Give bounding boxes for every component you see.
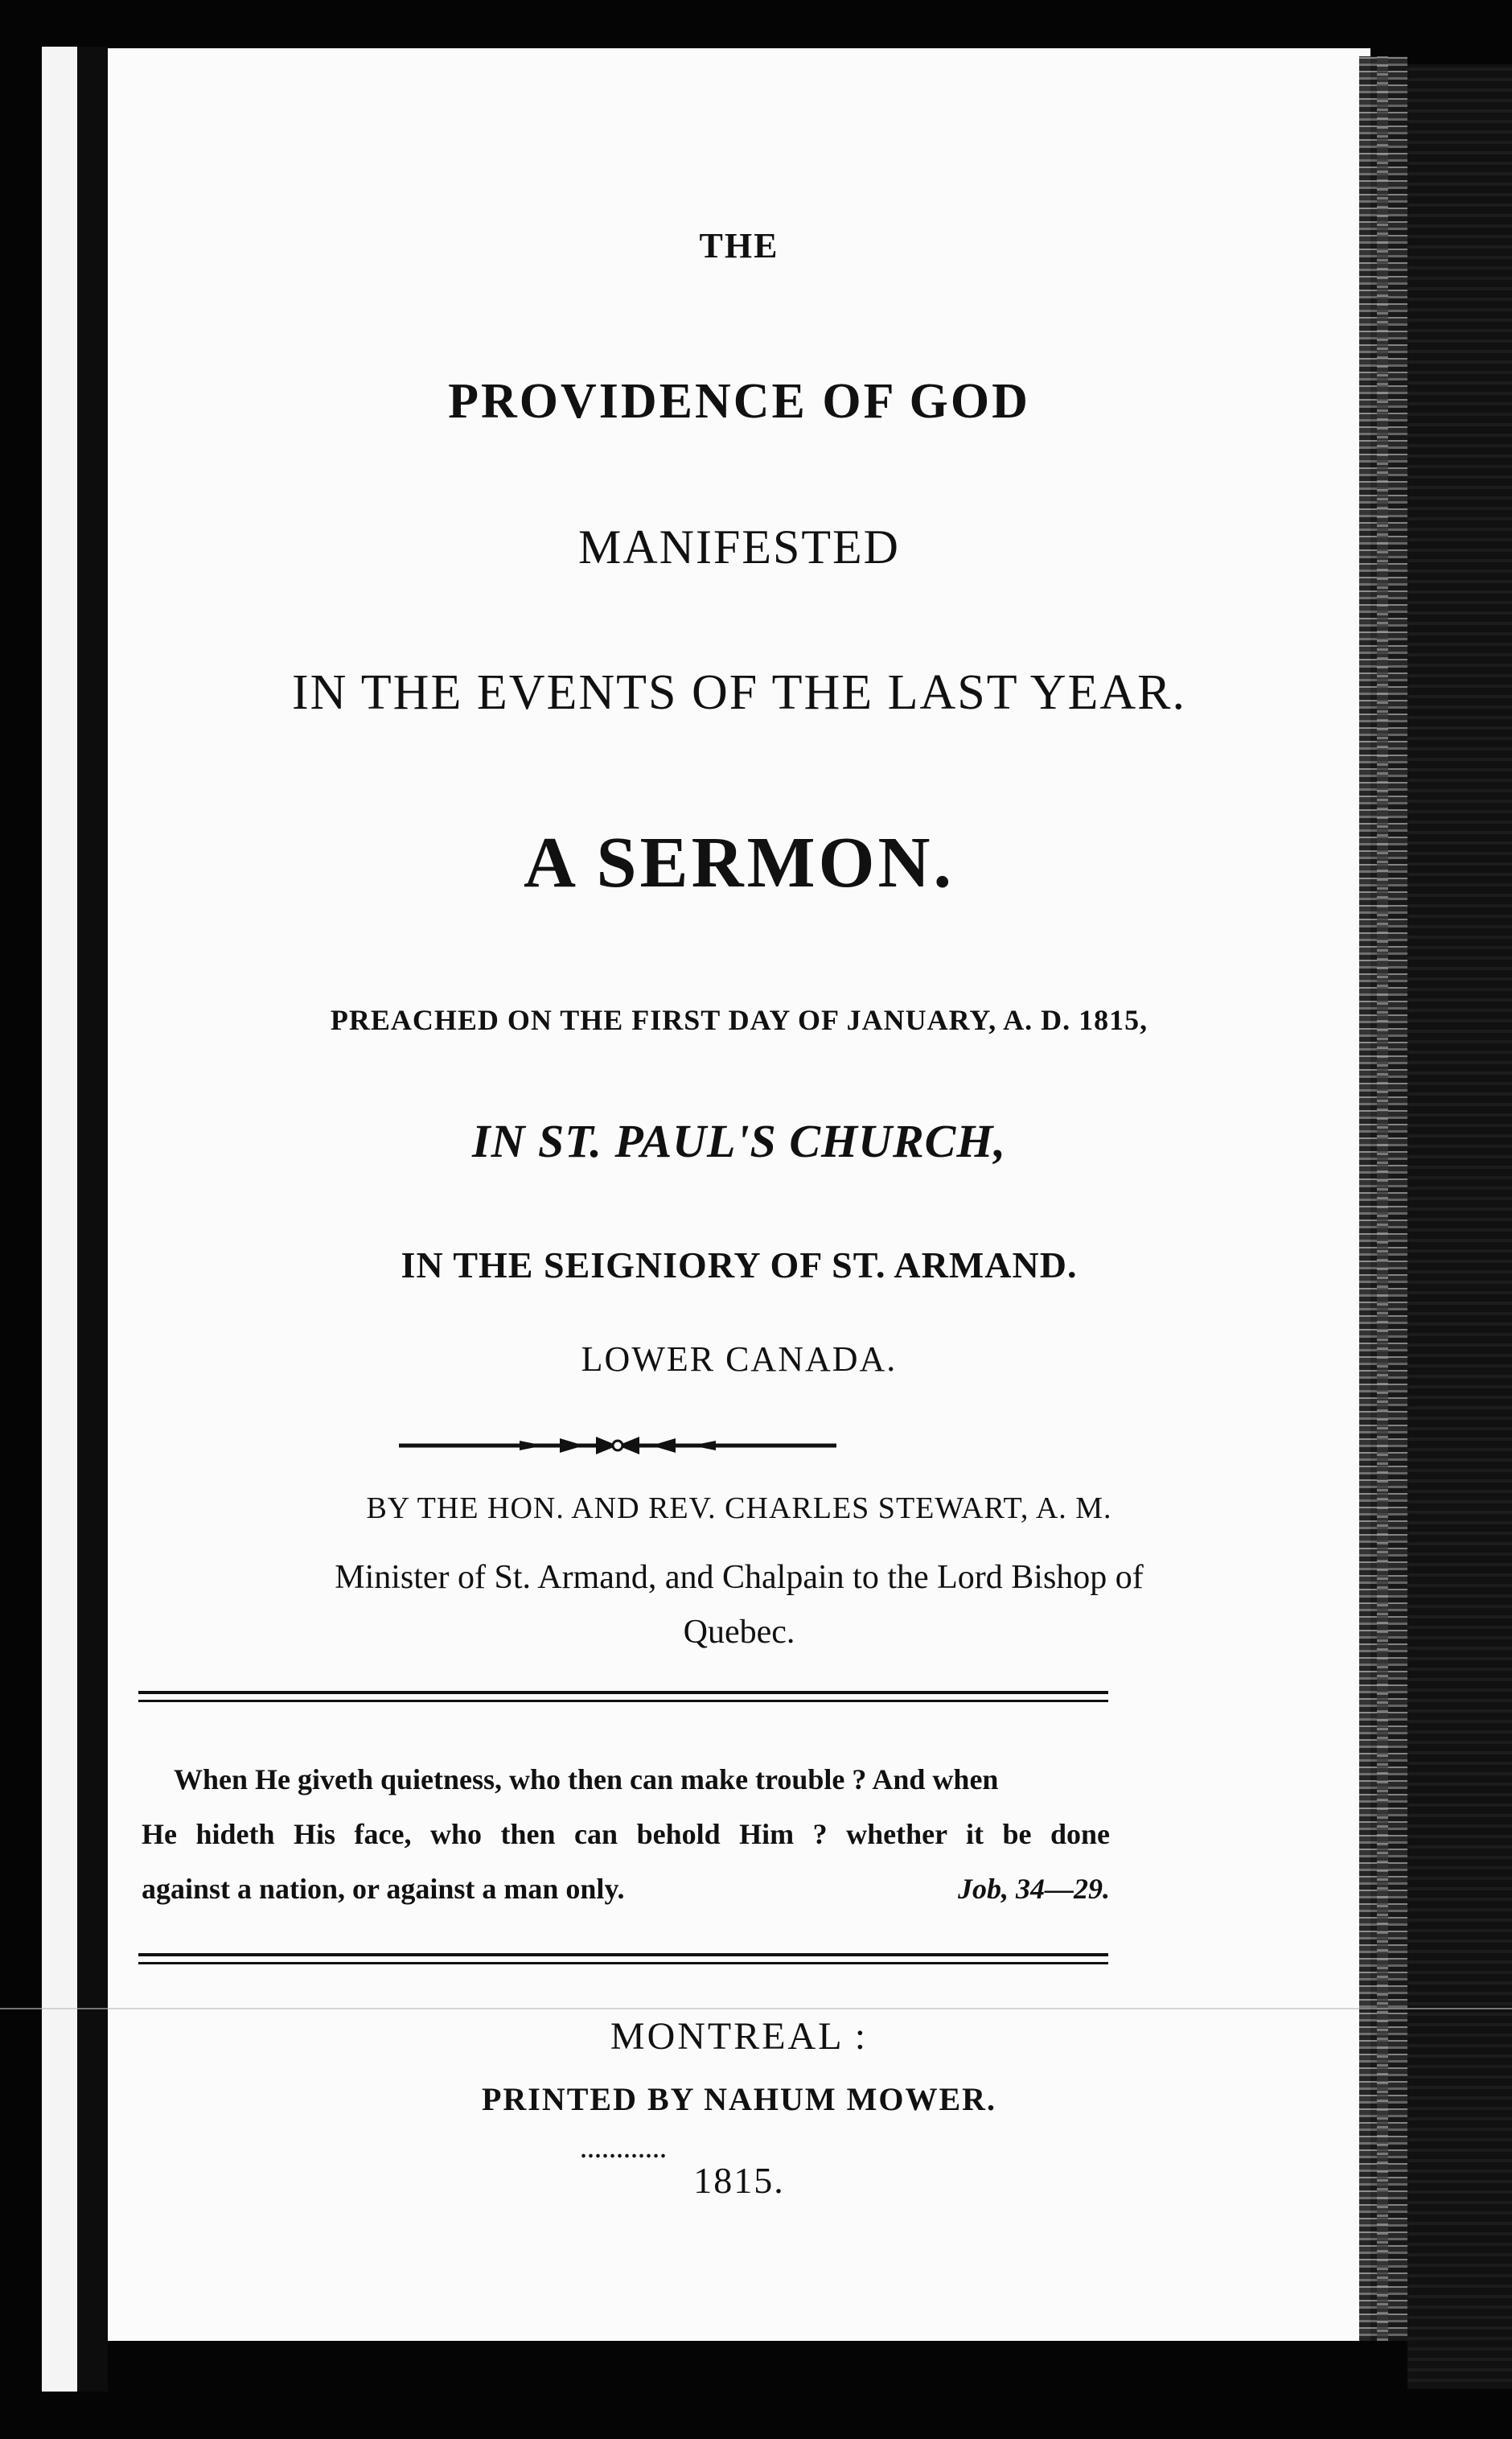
title-providence: PROVIDENCE OF GOD: [448, 374, 1030, 429]
epigraph-citation: Job, 34—29.: [958, 1873, 1110, 1905]
imprint-printer: PRINTED BY NAHUM MOWER.: [481, 2081, 997, 2117]
imprint-place: MONTREAL :: [610, 2015, 869, 2058]
right-dark-margin: [1407, 64, 1512, 2389]
author-title: Minister of St. Armand, and Chalpain to the Lord Bishop of: [335, 1559, 1144, 1596]
title-events: IN THE EVENTS OF THE LAST YEAR.: [292, 665, 1186, 720]
binding-edge-highlight: [1377, 56, 1388, 2341]
left-edge-strip: [42, 47, 77, 2392]
epigraph-line-1: When He giveth quietness, who then can make trouble ? And when: [174, 1763, 999, 1795]
title-the: THE: [699, 226, 779, 265]
subtitle-canada: LOWER CANADA.: [581, 1339, 898, 1379]
imprint-year: 1815.: [693, 2160, 785, 2201]
subtitle-seigniory: IN THE SEIGNIORY OF ST. ARMAND.: [401, 1244, 1078, 1285]
epigraph-rule-bottom: [138, 1953, 1108, 1964]
title-manifested: MANIFESTED: [577, 520, 900, 574]
epigraph-line-2: He hideth His face, who then can behold Him ? whether it be done: [142, 1818, 1110, 1850]
subtitle-church: IN ST. PAUL'S CHURCH,: [472, 1115, 1006, 1167]
scan-artifact-line: [0, 2008, 1512, 2009]
author-title-continued: Quebec.: [683, 1614, 795, 1651]
author-byline: BY THE HON. AND REV. CHARLES STEWART, A. M.: [366, 1491, 1112, 1525]
epigraph-line-3: [142, 1861, 1110, 1916]
imprint-dots: ............: [581, 2138, 668, 2163]
ornament-divider: [399, 1433, 836, 1458]
epigraph: [142, 1752, 1110, 1916]
subtitle-preached: PREACHED ON THE FIRST DAY OF JANUARY, A. D. 1815,: [330, 1004, 1148, 1036]
epigraph-line-3-text: against a nation, or against a man only.: [142, 1873, 625, 1905]
epigraph-rule-top: [138, 1691, 1108, 1702]
left-edge-gap: [77, 47, 108, 2392]
title-sermon: A SERMON.: [523, 823, 955, 903]
